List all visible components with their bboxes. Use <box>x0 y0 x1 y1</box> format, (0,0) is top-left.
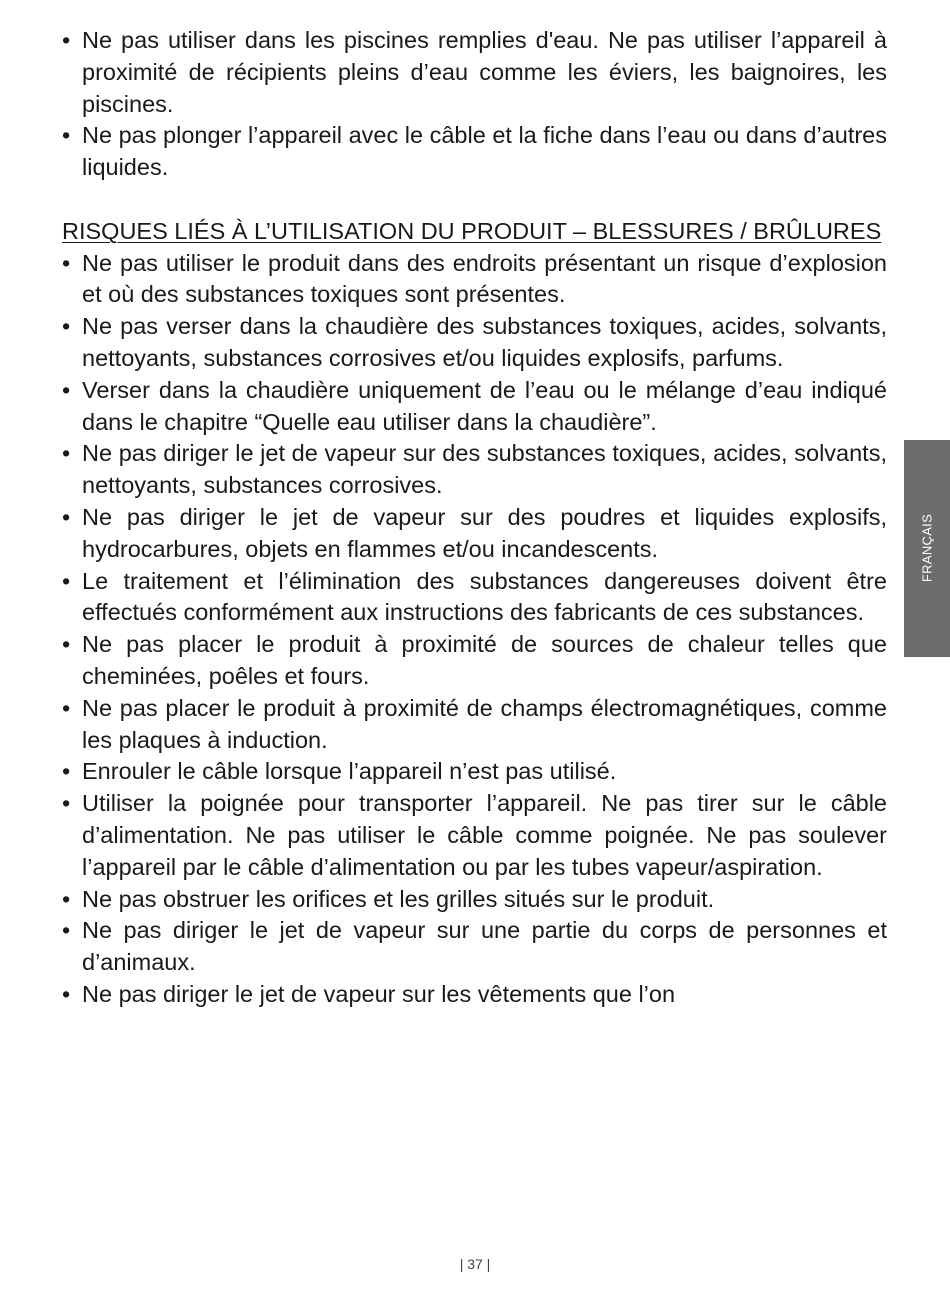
page-number: | 37 | <box>459 1256 491 1272</box>
bullet-item: • Ne pas placer le produit à proximité de sources de chaleur telles que cheminées, poêles et fours. <box>62 629 887 693</box>
section-heading: RISQUES LIÉS À L’UTILISATION DU PRODUIT – BLESSURES / BRÛLURES <box>62 217 882 244</box>
bullet-item: • Le traitement et l’élimination des substances dangereuses doivent être effectués conformément aux instructions des fabricants de ces substances. <box>62 566 887 630</box>
bullet-item: • Ne pas utiliser le produit dans des endroits présentant un risque d’explosion et où des substances toxiques sont présentes. <box>62 248 887 312</box>
risk-bullet-list <box>62 248 887 1011</box>
bullet-item: • Ne pas obstruer les orifices et les grilles situés sur le produit. <box>62 884 887 916</box>
bullet-item: • Ne pas plonger l’appareil avec le câble et la fiche dans l’eau ou dans d’autres liquides. <box>62 120 887 184</box>
intro-bullet-list <box>62 25 887 184</box>
bullet-item: • Ne pas utiliser dans les piscines remplies d'eau. Ne pas utiliser l’appareil à proximité de récipients pleins d’eau comme les éviers, les baignoires, les piscines. <box>62 25 887 120</box>
bullet-item: • Verser dans la chaudière uniquement de l’eau ou le mélange d’eau indiqué dans le chapitre “Quelle eau utiliser dans la chaudière”. <box>62 375 887 439</box>
bullet-item: • Ne pas diriger le jet de vapeur sur une partie du corps de personnes et d’animaux. <box>62 915 887 979</box>
language-label: FRANÇAIS <box>919 513 935 583</box>
language-side-tab <box>904 440 950 657</box>
bullet-item: • Ne pas verser dans la chaudière des substances toxiques, acides, solvants, nettoyants, substances corrosives et/ou liquides explosifs, parfums. <box>62 311 887 375</box>
page-content <box>62 25 887 1011</box>
bullet-item: • Ne pas diriger le jet de vapeur sur des poudres et liquides explosifs, hydrocarbures, objets en flammes et/ou incandescents. <box>62 502 887 566</box>
bullet-item: • Ne pas diriger le jet de vapeur sur les vêtements que l’on <box>62 979 887 1011</box>
bullet-item: • Enrouler le câble lorsque l’appareil n’est pas utilisé. <box>62 756 887 788</box>
bullet-item: • Utiliser la poignée pour transporter l’appareil. Ne pas tirer sur le câble d’alimentation. Ne pas utiliser le câble comme poignée. Ne pas soulever l’appareil par le câble d’alimentation ou par les tubes vapeur/aspiration. <box>62 788 887 883</box>
bullet-item: • Ne pas placer le produit à proximité de champs électromagnétiques, comme les plaques à induction. <box>62 693 887 757</box>
bullet-item: • Ne pas diriger le jet de vapeur sur des substances toxiques, acides, solvants, nettoyants, substances corrosives. <box>62 438 887 502</box>
